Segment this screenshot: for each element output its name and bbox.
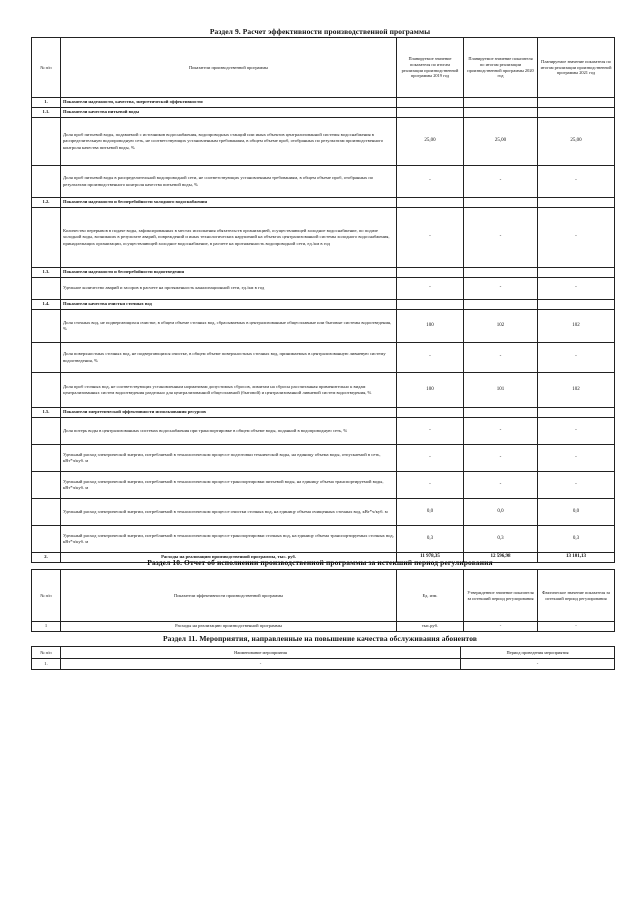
row-value-2020: 102 (464, 310, 538, 343)
row-value-2021 (538, 300, 615, 310)
row-value-2020: - (464, 472, 538, 499)
row-value-2020 (464, 198, 538, 208)
table-row (32, 408, 615, 418)
row-num: 1.5. (32, 408, 61, 418)
row-name: Расходы на реализацию производственной программы (61, 622, 397, 632)
row-num (32, 526, 61, 553)
row-value-2020: 25,00 (464, 118, 538, 166)
row-approved: - (464, 622, 538, 632)
row-num (32, 310, 61, 343)
header-name: Наименование мероприятия (61, 647, 461, 659)
row-num (32, 166, 61, 198)
row-value-2019: 25,00 (397, 118, 464, 166)
row-value-2021: - (538, 343, 615, 373)
row-name: Удельный расход электрической энергии, потребляемой в технологическом процессе очистки сточных вод, на единицу объема очищенных сточных вод, кВт*ч/куб. м (61, 499, 397, 526)
row-value-2019: - (397, 418, 464, 445)
row-name: Расходы на реализацию производственной программы, тыс. руб. (61, 553, 397, 563)
row-name: Показатели энергетической эффективности использования ресурсов (61, 408, 397, 418)
row-value-2019: 0,0 (397, 499, 464, 526)
row-unit: тыс.руб. (397, 622, 464, 632)
row-value-2021: - (538, 166, 615, 198)
row-name: Доля проб питьевой воды в распределительной водопроводной сети, не соответствующих установленным требованиям, в общем объеме проб, отобранных по результатам производственного контроля качества питьевой воды, % (61, 166, 397, 198)
row-name: Показатели качества очистки сточных вод (61, 300, 397, 310)
row-value-2019: 0,3 (397, 526, 464, 553)
section11-title: Раздел 11. Мероприятия, направленные на повышение качества обслуживания абонентов (162, 634, 478, 643)
row-value-2021: 25,00 (538, 118, 615, 166)
row-name: Доля сточных вод, не подвергающихся очистке, в общем объеме сточных вод, сбрасываемых в централизованные общесплавные или бытовые системы водоотведения, % (61, 310, 397, 343)
header-2019: Планируемое значение показателя по итогам реализации производственной программы 2019 год (397, 38, 464, 98)
row-num: 1. (32, 659, 61, 670)
section11-table (31, 646, 615, 670)
row-num (32, 472, 61, 499)
row-value-2020: - (464, 166, 538, 198)
row-value-2021: - (538, 208, 615, 268)
row-name: Количество перерывов в подаче воды, зафиксированных в местах исполнения обязательств организацией, осуществляющей холодное водоснабжение, по подаче холодной воды, возникших в результате аварий, повреждений и иных технологических нарушений на объектах централизованной системы холодного водоснабжения, принадлежащих организации, осуществляющей холодное водоснабжение, в расчете на протяженность водопроводной сети, ед./км в год (61, 208, 397, 268)
row-value-2019 (397, 98, 464, 108)
row-num: 1.4. (32, 300, 61, 310)
row-period: - (461, 659, 615, 670)
row-value-2019: - (397, 208, 464, 268)
row-value-2021: 102 (538, 310, 615, 343)
row-name: Доля потерь воды в централизованных системах водоснабжения при транспортировке в общем объеме воды, поданной в водопроводную сеть, % (61, 418, 397, 445)
row-value-2021: - (538, 278, 615, 300)
table-row (32, 300, 615, 310)
header-num: № п/п (32, 570, 61, 622)
table-row (32, 108, 615, 118)
row-value-2019: 100 (397, 373, 464, 408)
section10-title: Раздел 10. Отчет об исполнении производственной программы за истекший период регулирования (147, 558, 493, 567)
row-num (32, 278, 61, 300)
table-row (32, 622, 615, 632)
row-value-2020 (464, 108, 538, 118)
row-value-2021: - (538, 418, 615, 445)
table-row (32, 659, 615, 670)
row-name: Удельный расход электрической энергии, потребляемой в технологическом процессе транспортировки сточных вод, на единицу объема транспортируемых сточных вод, кВт*ч/куб. м (61, 526, 397, 553)
row-num: 1 (32, 622, 61, 632)
table-row (32, 499, 615, 526)
row-name: Удельный расход электрической энергии, потребляемой в технологическом процессе подготовки технической воды, на единицу объема воды, отпускаемой в сеть, кВт*ч/куб. м (61, 445, 397, 472)
row-name: Показатели надежности и бесперебойности водоотведения (61, 268, 397, 278)
table-row (32, 472, 615, 499)
header-period: Период проведения мероприятия (461, 647, 615, 659)
row-name: Показатели надежности и бесперебойности холодного водоснабжения (61, 198, 397, 208)
section9-table (31, 37, 615, 563)
row-num (32, 208, 61, 268)
row-value-2021 (538, 108, 615, 118)
row-num (32, 445, 61, 472)
row-num (32, 499, 61, 526)
table-row (32, 208, 615, 268)
row-value-2021: - (538, 472, 615, 499)
row-name: - (61, 659, 461, 670)
row-value-2021 (538, 198, 615, 208)
row-value-2019: - (397, 278, 464, 300)
row-num (32, 343, 61, 373)
header-name: Показатели эффективности производственной программы (61, 570, 397, 622)
row-value-2021: 13 101,13 (538, 553, 615, 563)
row-value-2020 (464, 268, 538, 278)
row-name: Доля проб сточных вод, не соответствующих установленным нормативам допустимых сбросов, лимитам на сбросы рассчитанная применительно к видам централизованных систем водоотведения раздельно для централизованной общесплавной (бытовой) и централизованной ливневой систем водоотведения, % (61, 373, 397, 408)
row-value-2020: - (464, 343, 538, 373)
header-num: № п/п (32, 38, 61, 98)
row-value-2019 (397, 198, 464, 208)
row-value-2020 (464, 408, 538, 418)
row-value-2020 (464, 98, 538, 108)
header-name: Показатели производственной программы (61, 38, 397, 98)
row-value-2020: 0,0 (464, 499, 538, 526)
table-row (32, 445, 615, 472)
row-name: Удельный расход электрической энергии, потребляемой в технологическом процессе транспортировки питьевой воды, на единицу объема транспортируемой воды, кВт*ч/куб. м (61, 472, 397, 499)
section9-title: Раздел 9. Расчет эффективности производственной программы (209, 27, 431, 36)
table-row (32, 118, 615, 166)
header-unit: Ед. изм. (397, 570, 464, 622)
header-2020: Планируемое значение показателя по итогам реализации производственной программы 2020 год (464, 38, 538, 98)
table-row (32, 373, 615, 408)
row-num (32, 418, 61, 445)
row-num (32, 118, 61, 166)
table-row (32, 310, 615, 343)
row-num: 2. (32, 553, 61, 563)
row-value-2021: - (538, 445, 615, 472)
table-row (32, 166, 615, 198)
section11-header-row (32, 647, 615, 659)
header-approved: Утвержденное значение показателя за истекший период регулирования (464, 570, 538, 622)
row-value-2020 (464, 300, 538, 310)
row-value-2019: - (397, 343, 464, 373)
row-value-2020: 0,3 (464, 526, 538, 553)
header-num: № п/п (32, 647, 61, 659)
row-num: 1. (32, 98, 61, 108)
table-row (32, 198, 615, 208)
row-value-2020: - (464, 208, 538, 268)
row-value-2019 (397, 300, 464, 310)
row-value-2019: 11 978,35 (397, 553, 464, 563)
row-value-2020: 101 (464, 373, 538, 408)
row-value-2020: - (464, 445, 538, 472)
row-value-2021 (538, 98, 615, 108)
table-row (32, 343, 615, 373)
table-row (32, 268, 615, 278)
row-name: Показатели надежности, качества, энергетической эффективности: (61, 98, 397, 108)
table-row (32, 98, 615, 108)
row-num: 1.2. (32, 198, 61, 208)
table-row (32, 526, 615, 553)
row-actual: - (538, 622, 615, 632)
row-name: Доля поверхностных сточных вод, не подвергающихся очистке, в общем объеме поверхностных сточных вод, принимаемых в централизованную ливневую систему водоотведения, % (61, 343, 397, 373)
row-name: Показатели качества питьевой воды (61, 108, 397, 118)
row-name: Доля проб питьевой воды, подаваемой с источников водоснабжения, водопроводных станций или иных объектов централизованной системы водоснабжения в распределительную водопроводную сеть, не соответствующих установленным требованиям, в общем объеме проб, отобранных по результатам производственного контроля качества питьевой воды, % (61, 118, 397, 166)
section10-header-row (32, 570, 615, 622)
row-value-2019 (397, 408, 464, 418)
row-value-2021 (538, 408, 615, 418)
header-2021: Планируемое значение показателя по итогам реализации производственной программы 2021 год (538, 38, 615, 98)
row-value-2019: - (397, 445, 464, 472)
row-num: 1.1. (32, 108, 61, 118)
row-value-2021: 0,0 (538, 499, 615, 526)
row-value-2020: - (464, 418, 538, 445)
table-row (32, 418, 615, 445)
row-value-2020: 12 596,98 (464, 553, 538, 563)
row-value-2021: 0,3 (538, 526, 615, 553)
section10-table (31, 569, 615, 632)
section9-header-row (32, 38, 615, 98)
row-value-2019 (397, 268, 464, 278)
row-value-2019: 100 (397, 310, 464, 343)
row-value-2020: - (464, 278, 538, 300)
table-row (32, 278, 615, 300)
row-num: 1.3. (32, 268, 61, 278)
row-value-2021 (538, 268, 615, 278)
row-name: Удельное количество аварий и засоров в расчете на протяженность канализационной сети, ед./км в год (61, 278, 397, 300)
row-value-2019: - (397, 166, 464, 198)
row-value-2019: - (397, 472, 464, 499)
row-value-2019 (397, 108, 464, 118)
row-num (32, 373, 61, 408)
row-value-2021: 102 (538, 373, 615, 408)
header-actual: Фактическое значение показателя за истекший период регулирования (538, 570, 615, 622)
